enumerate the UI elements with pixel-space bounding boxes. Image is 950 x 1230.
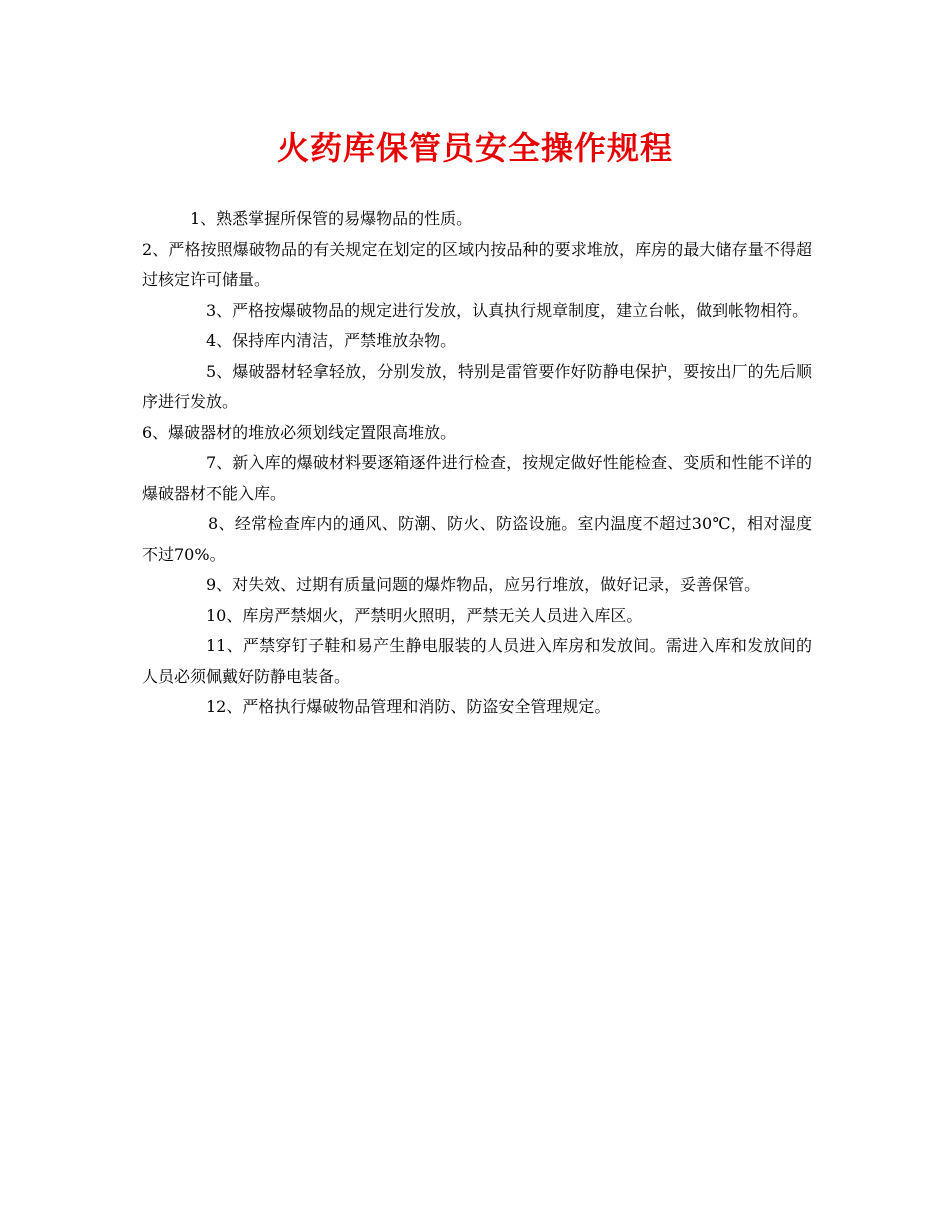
paragraph-11: 11、严禁穿钉子鞋和易产生静电服装的人员进入库房和发放间。需进入库和发放间的人员必须佩戴好防静电装备。 xyxy=(142,636,812,686)
paragraph-10: 10、库房严禁烟火，严禁明火照明，严禁无关人员进入库区。 xyxy=(206,605,643,625)
paragraph-1: 1、熟悉掌握所保管的易爆物品的性质。 xyxy=(190,209,473,228)
paragraph-3: 3、严格按爆破物品的规定进行发放，认真执行规章制度，建立台帐，做到帐物相符。 xyxy=(206,300,809,320)
paragraph-6: 6、爆破器材的堆放必须划线定置限高堆放。 xyxy=(142,422,457,442)
paragraph-2: 2、严格按照爆破物品的有关规定在划定的区域内按品种的要求堆放，库房的最大储存量不得超过核定许可储量。 xyxy=(142,239,812,289)
paragraph-4: 4、保持库内清洁，严禁堆放杂物。 xyxy=(206,331,457,350)
document-title: 火药库保管员安全操作规程 xyxy=(276,129,673,167)
paragraph-9: 9、对失效、过期有质量问题的爆炸物品，应另行堆放，做好记录，妥善保管。 xyxy=(206,575,761,594)
document-body xyxy=(142,204,812,723)
paragraph-7: 7、新入库的爆破材料要逐箱逐件进行检查，按规定做好性能检查、变质和性能不详的爆破器材不能入库。 xyxy=(142,453,812,503)
paragraph-12: 12、严格执行爆破物品管理和消防、防盗安全管理规定。 xyxy=(206,697,611,716)
paragraph-8: 8、经常检查库内的通风、防潮、防火、防盗设施。室内温度不超过30℃，相对湿度不过70%。 xyxy=(142,514,812,564)
paragraph-5: 5、爆破器材轻拿轻放，分别发放，特别是雷管要作好防静电保护，要按出厂的先后顺序进行发放。 xyxy=(142,361,812,411)
